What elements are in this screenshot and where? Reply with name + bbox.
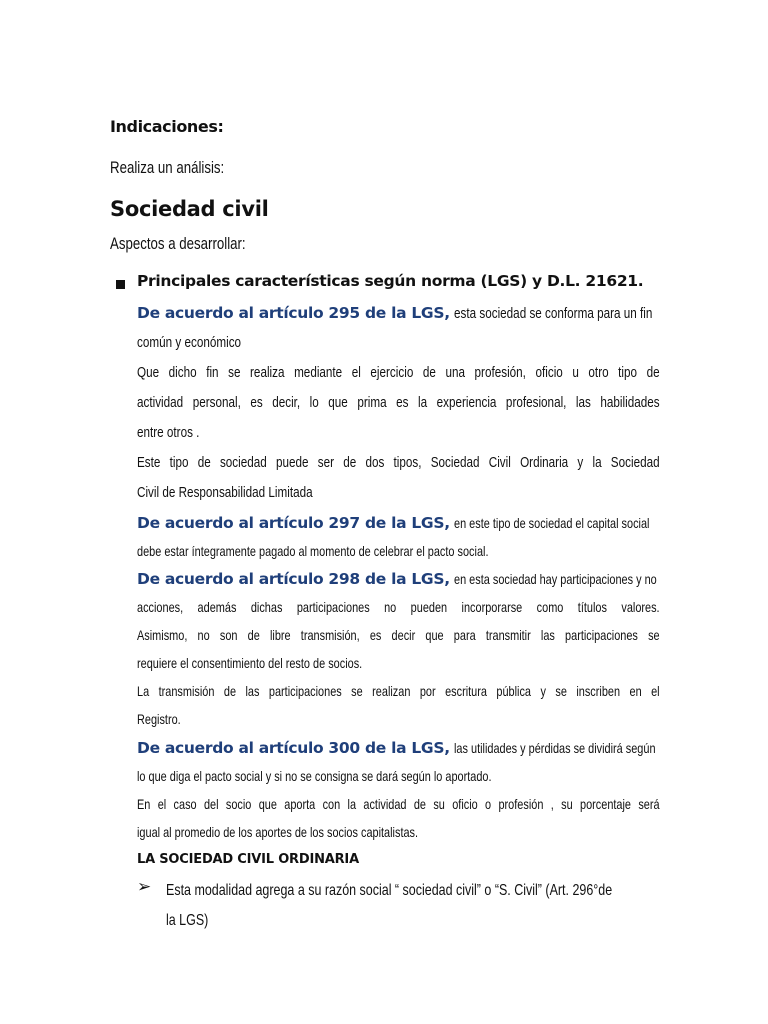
sociedad-civil-ordinaria-heading: LA SOCIEDAD CIVIL ORDINARIA <box>137 852 359 867</box>
art300-text1: las utilidades y pérdidas se dividirá según <box>454 740 656 756</box>
art298-text4: requiere el consentimiento del resto de socios. <box>137 655 363 671</box>
art300-text2: lo que diga el pacto social y si no se consigna se dará según lo aportado. <box>137 768 492 784</box>
bullet-heading: Principales características según norma (LGS) y D.L. 21621. <box>137 272 644 290</box>
art298-text5: La transmisión de las participaciones se realizan por escritura pública y se inscriben en el <box>137 683 660 699</box>
art298-text2: acciones, además dichas participaciones no pueden incorporarse como títulos valores. <box>137 599 660 615</box>
arrow-item-line2: la LGS) <box>166 912 209 929</box>
arrow-item-block <box>166 876 660 936</box>
art295-block <box>137 298 660 508</box>
aspectos-text: Aspectos a desarrollar: <box>110 234 246 253</box>
art300-label: De acuerdo al artículo 300 de la LGS, <box>137 739 450 757</box>
p1-line1: Que dicho fin se realiza mediante el ejercicio de una profesión, oficio u otro tipo de <box>137 364 660 381</box>
arrow-bullet-icon: ➢ <box>137 877 152 897</box>
art298-text6: Registro. <box>137 711 181 727</box>
art297-text2: debe estar íntegramente pagado al momento de celebrar el pacto social. <box>137 543 489 559</box>
art295-label: De acuerdo al artículo 295 de la LGS, <box>137 304 450 322</box>
realiza-text: Realiza un análisis: <box>110 158 225 177</box>
art295-line1 <box>137 298 660 328</box>
p2-line1: Este tipo de sociedad puede ser de dos tipos, Sociedad Civil Ordinaria y la Sociedad <box>137 454 660 471</box>
art300-text3: En el caso del socio que aporta con la actividad de su oficio o profesión , su porcentaje será <box>137 796 660 812</box>
art297-label: De acuerdo al artículo 297 de la LGS, <box>137 514 450 532</box>
art300-text4: igual al promedio de los aportes de los socios capitalistas. <box>137 824 419 840</box>
art295-text2: común y económico <box>137 334 242 351</box>
page-title: Sociedad civil <box>110 197 269 221</box>
art300-block <box>137 734 660 846</box>
square-bullet-icon <box>116 280 125 289</box>
art298-text1: en esta sociedad hay participaciones y no <box>454 571 658 587</box>
p2-line2: Civil de Responsabilidad Limitada <box>137 484 313 501</box>
art295-text1: esta sociedad se conforma para un fin <box>454 305 653 322</box>
p1-line3: entre otros . <box>137 424 200 441</box>
art298-label: De acuerdo al artículo 298 de la LGS, <box>137 570 450 588</box>
p1-line2: actividad personal, es decir, lo que prima es la experiencia profesional, las habilidades <box>137 394 660 411</box>
art298-text3: Asimismo, no son de libre transmisión, es decir que para transmitir las participaciones se <box>137 627 660 643</box>
art297-block <box>137 509 660 565</box>
arrow-item-line1: Esta modalidad agrega a su razón social “ sociedad civil” o “S. Civil” (Art. 296°de <box>166 882 613 899</box>
art297-text1: en este tipo de sociedad el capital social <box>454 515 650 531</box>
indicaciones-heading: Indicaciones: <box>110 117 224 136</box>
art298-block <box>137 565 660 733</box>
